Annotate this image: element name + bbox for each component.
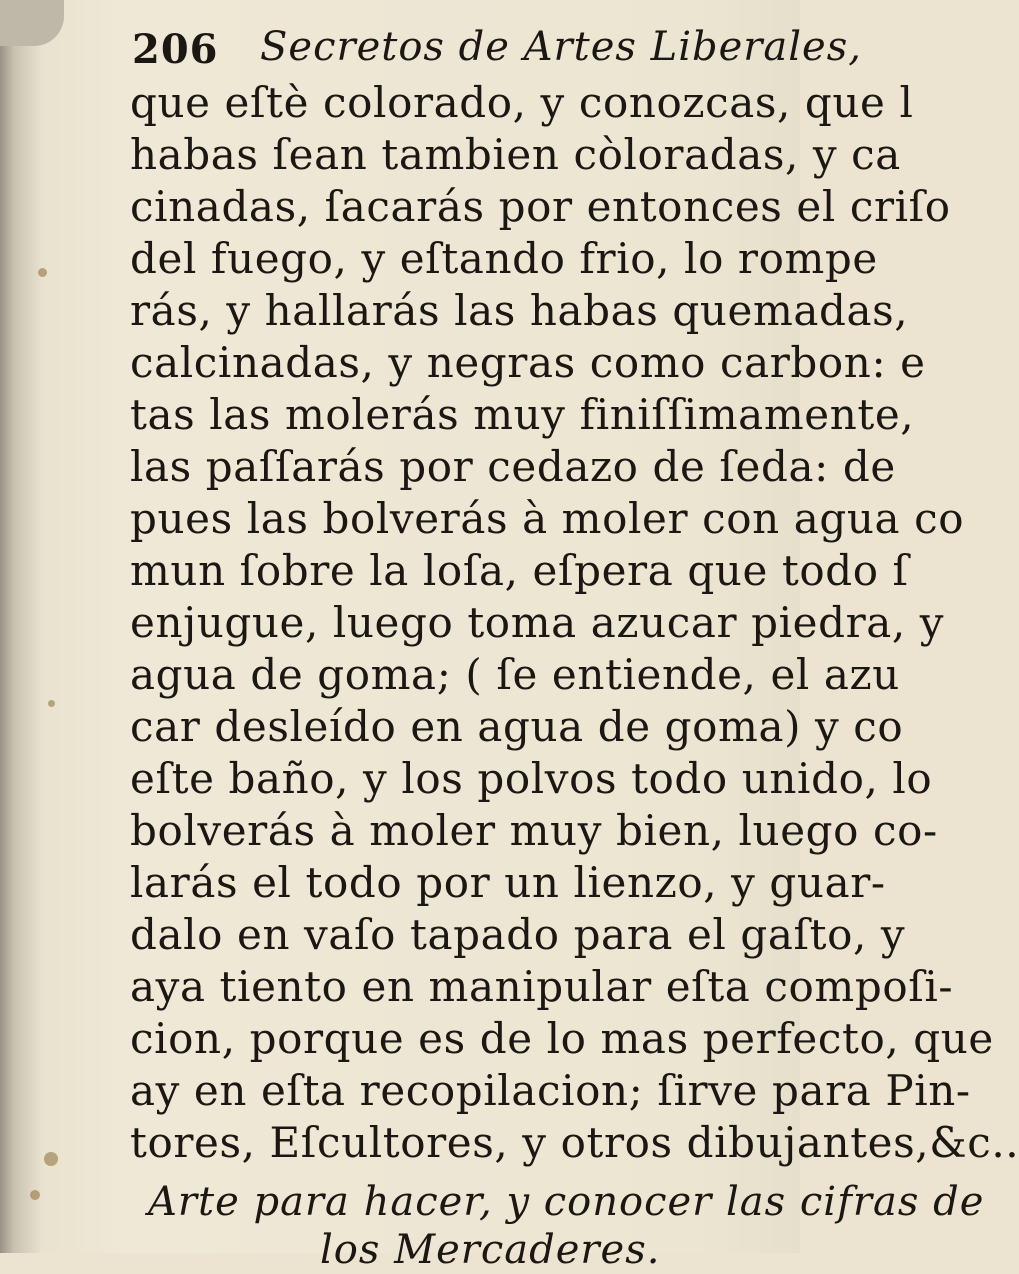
body-line: larás el todo por un lienzo, y guar- <box>130 858 886 907</box>
foxing-spot <box>44 1152 58 1166</box>
body-line: cinadas, ſacarás por entonces el criſo <box>130 182 951 231</box>
foxing-spot <box>38 268 47 277</box>
section-title: Arte para hacer, y conocer las cifras de <box>148 1179 985 1225</box>
running-title: Secretos de Artes Liberales, <box>260 24 862 70</box>
body-line: tores, Eſcultores, y otros dibujantes,&c.. <box>130 1118 1019 1167</box>
body-line: aya tiento en manipular eſta compoſi- <box>130 962 954 1011</box>
section-title: los Mercaderes. <box>320 1227 661 1273</box>
body-line: habas ſean tambien còloradas, y ca <box>130 130 901 179</box>
body-line: calcinadas, y negras como carbon: e <box>130 338 926 387</box>
body-line: bolverás à moler muy bien, luego co- <box>130 806 938 855</box>
page-header <box>132 22 862 73</box>
body-line: ay en eſta recopilacion; ſirve para Pin- <box>130 1066 971 1115</box>
body-line: que eſtè colorado, y conozcas, que l <box>130 78 914 127</box>
body-line: eſte baño, y los polvos todo unido, lo <box>130 754 933 803</box>
body-line: dalo en vaſo tapado para el gaſto, y <box>130 910 906 959</box>
body-line: agua de goma; ( ſe entiende, el azu <box>130 650 900 699</box>
foxing-spot <box>30 1190 40 1200</box>
page-number: 206 <box>132 26 219 73</box>
body-line: mun ſobre la loſa, eſpera que todo ſ <box>130 546 909 595</box>
body-line: car desleído en agua de goma) y co <box>130 702 904 751</box>
body-line: rás, y hallarás las habas quemadas, <box>130 286 909 335</box>
body-line: las paſſarás por cedazo de ſeda: de <box>130 442 896 491</box>
body-line: cion, porque es de lo mas perfecto, que <box>130 1014 994 1063</box>
body-line: del fuego, y eſtando frio, lo rompe <box>130 234 878 283</box>
body-line: enjugue, luego toma azucar piedra, y <box>130 598 945 647</box>
page-corner-edge <box>0 0 64 46</box>
body-line: pues las bolverás à moler con agua co <box>130 494 965 543</box>
body-line: tas las molerás muy finiſſimamente, <box>130 390 915 439</box>
foxing-spot <box>48 700 55 707</box>
binding-shadow <box>0 0 42 1253</box>
